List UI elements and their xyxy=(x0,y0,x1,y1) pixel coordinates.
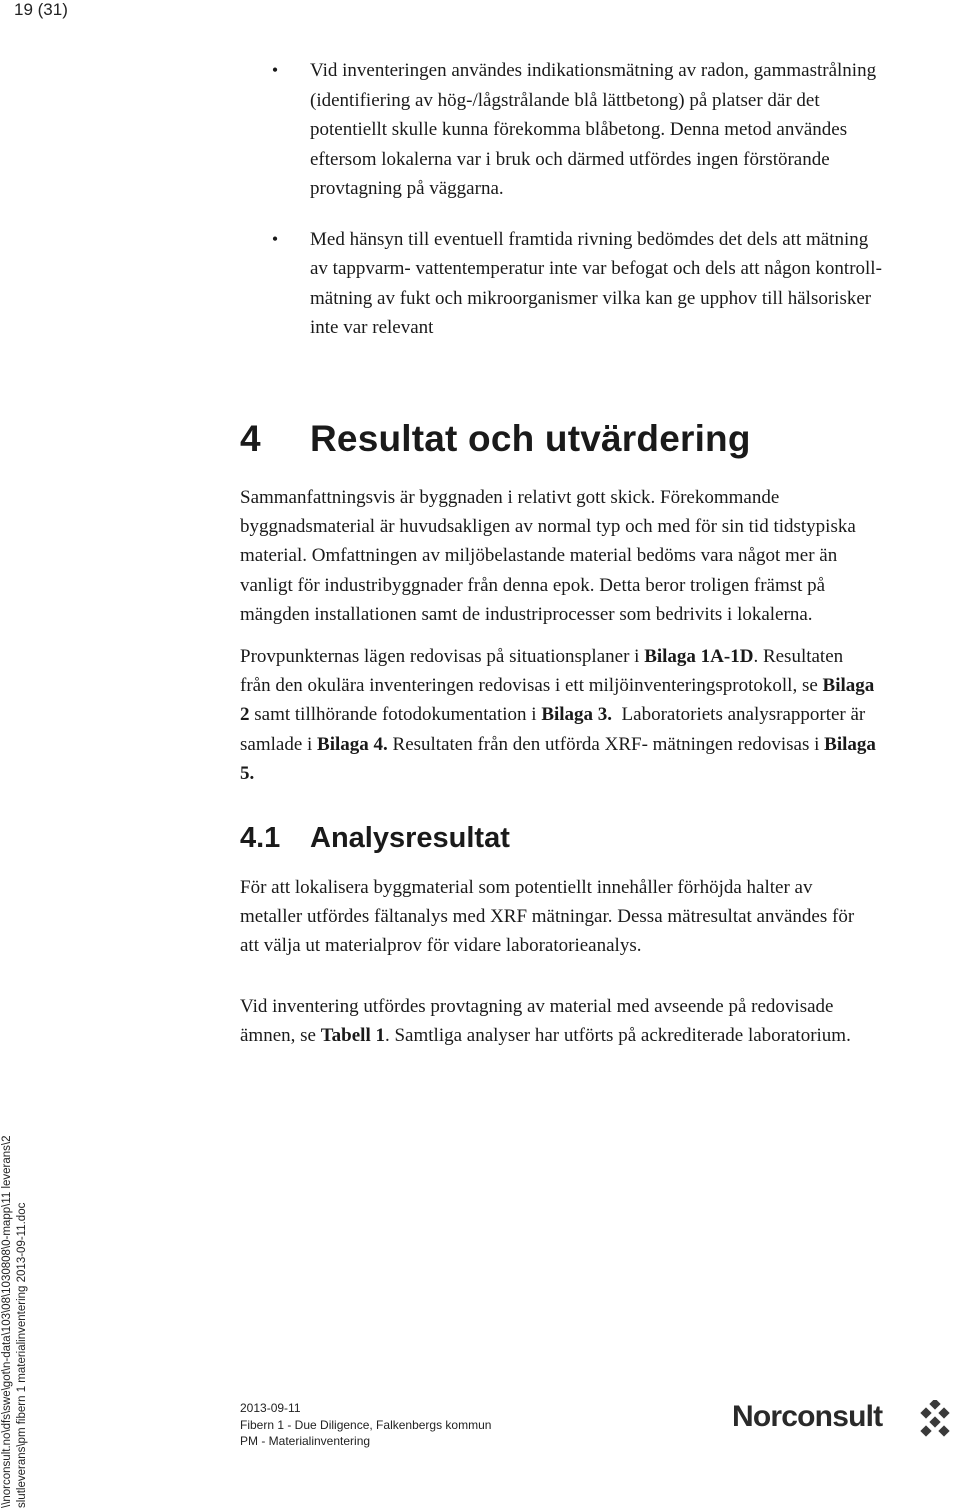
paragraph-text: samt tillhörande fotodokumentation i xyxy=(249,704,542,726)
bullet-item xyxy=(270,56,960,204)
file-path-sidebar xyxy=(0,1108,30,1508)
bullet-item xyxy=(270,225,960,343)
bullet-icon: • xyxy=(271,228,279,249)
appendix-reference: Bilaga 4. xyxy=(317,733,388,755)
bullet-line: Med hänsyn till eventuell framtida rivning bedömdes det dels att mätning xyxy=(310,228,869,250)
table-reference: Tabell 1 xyxy=(320,1025,385,1047)
paragraph-text: från den okulära inventeringen redovisas i ett miljöinventeringsprotokoll, se xyxy=(240,675,823,697)
section-4-1-heading xyxy=(240,822,510,855)
bullet-line: inte var relevant xyxy=(310,317,434,338)
footer-doc-type: PM - Materialinventering xyxy=(240,1434,371,1448)
section-number: 4.1 xyxy=(240,822,281,854)
footer-project: Fibern 1 - Due Diligence, Falkenbergs kommun xyxy=(240,1417,492,1432)
paragraph-text: . Resultaten xyxy=(753,646,844,667)
paragraph-line: metaller utfördes fältanalys med XRF mätningar. Dessa mätresultat användes för xyxy=(240,906,855,928)
paragraph-line: mängden installationen samt de industriprocesser som bedrivits i lokalerna. xyxy=(240,603,813,625)
footer-info xyxy=(240,1400,491,1450)
appendix-reference: Bilaga xyxy=(824,733,876,755)
bullet-line: eftersom lokalerna var i bruk och därmed utfördes ingen förstörande xyxy=(310,148,830,170)
paragraph-line: Vid inventering utfördes provtagning av material med avseende på redovisade xyxy=(240,996,834,1017)
paragraph-line: material. Omfattningen av miljöbelastande material bedöms vara något mer än xyxy=(240,545,838,567)
bullet-line: mätning av fukt och mikroorganismer vilka kan ge upphov till hälsorisker xyxy=(310,287,872,309)
paragraph-line: att välja ut materialprov för vidare laboratorieanalys. xyxy=(240,935,642,957)
paragraph-text: samlade i xyxy=(240,733,318,755)
footer-date: 2013-09-11 xyxy=(240,1401,301,1415)
appendix-reference: 2 xyxy=(240,704,250,726)
appendix-reference: Bilaga xyxy=(822,675,875,697)
page-number: 19 (31) xyxy=(14,0,68,19)
bullet-line: provtagning på väggarna. xyxy=(310,178,504,199)
file-path-line: slutleverans\pm fibern 1 materialinventering 2013-09-11.doc xyxy=(16,1202,28,1508)
bullet-list xyxy=(270,56,960,343)
bullet-line: potentiellt skulle kunna förekomma blåbetong. Denna metod användes xyxy=(310,119,848,140)
paragraph-line: byggnadsmaterial är huvudsakligen av normal typ och med för sin tid tidstypiska xyxy=(240,516,856,538)
paragraph-line: För att lokalisera byggmaterial som potentiellt innehåller förhöjda halter av xyxy=(240,877,813,898)
logo-text: Norconsult xyxy=(732,1400,883,1433)
bullet-line: av tappvarm- vattentemperatur inte var befogat och dels att någon kontroll- xyxy=(310,258,882,279)
appendix-reference: Bilaga 3. xyxy=(541,704,613,726)
section-title: Analysresultat xyxy=(310,822,510,854)
section-title: Resultat och utvärdering xyxy=(310,418,751,459)
paragraph-text: Provpunkternas lägen redovisas på situationsplaner i xyxy=(240,646,645,667)
paragraph-line: Sammanfattningsvis är byggnaden i relativt gott skick. Förekommande xyxy=(240,487,780,508)
appendix-reference: 5. xyxy=(240,762,255,784)
paragraph-text: Laboratoriets analysrapporter är xyxy=(612,704,866,726)
appendix-reference: Bilaga 1A-1D xyxy=(644,646,754,667)
file-path-line: \\norconsult.no\dfs\swe\got\n-data\103\08\1030808\0-mapp\11 leverans\2 xyxy=(1,1135,13,1508)
summary-paragraph xyxy=(240,483,960,629)
appendix-paragraph xyxy=(240,642,960,788)
bullet-icon: • xyxy=(271,60,279,80)
paragraph-text: ämnen, se xyxy=(240,1025,321,1047)
norconsult-diamond-logo-icon xyxy=(916,1400,954,1438)
bullet-line: (identifiering av hög-/lågstrålande blå lättbetong) på platser där det xyxy=(310,89,820,111)
norconsult-logo xyxy=(732,1398,954,1444)
section-number: 4 xyxy=(240,418,261,459)
section-4-heading xyxy=(240,418,751,460)
paragraph-text: Resultaten från den utförda XRF- mätningen redovisas i xyxy=(387,733,825,755)
paragraph-line: vanligt för industribyggnader från denna epok. Detta beror troligen främst på xyxy=(240,574,826,596)
sampling-paragraph xyxy=(240,992,960,1050)
analysis-paragraph xyxy=(240,873,960,961)
paragraph-text: . Samtliga analyser har utförts på ackrediterade laboratorium. xyxy=(384,1025,851,1047)
bullet-line: Vid inventeringen användes indikationsmätning av radon, gammastrålning xyxy=(310,60,877,81)
